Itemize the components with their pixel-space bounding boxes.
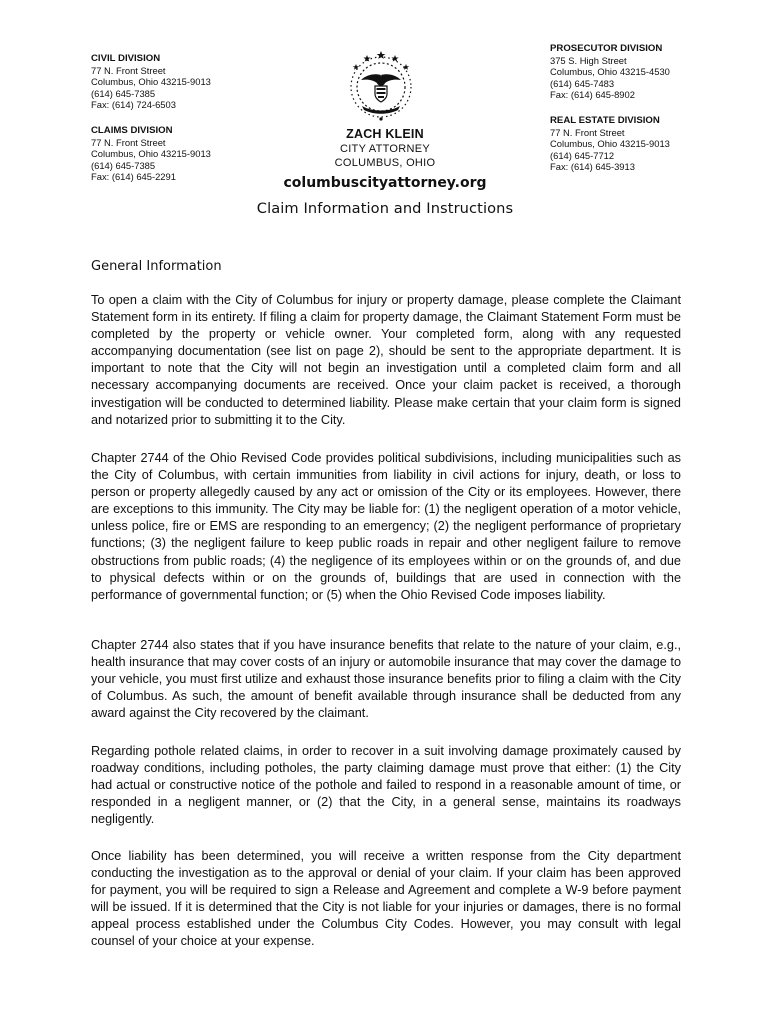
office-phone: (614) 645-7385 xyxy=(91,87,156,99)
office-city: Columbus, Ohio 43215-9013 xyxy=(91,148,211,160)
attorney-name: ZACH KLEIN xyxy=(346,127,424,141)
office-name: REAL ESTATE DIVISION xyxy=(550,115,660,126)
civil-division-address xyxy=(91,53,211,111)
website-link[interactable]: columbuscityattorney.org xyxy=(283,175,487,191)
office-fax: Fax: (614) 724-6503 xyxy=(91,99,176,111)
office-fax: Fax: (614) 645-2291 xyxy=(91,171,176,183)
office-name: CIVIL DIVISION xyxy=(91,53,161,64)
prosecutor-division-address xyxy=(550,43,670,101)
office-fax: Fax: (614) 645-3913 xyxy=(550,161,635,173)
office-city: Columbus, Ohio 43215-4530 xyxy=(550,66,670,78)
section-heading: General Information xyxy=(91,259,222,274)
office-name: PROSECUTOR DIVISION xyxy=(550,43,663,54)
attorney-title: CITY ATTORNEY xyxy=(339,143,431,155)
office-phone: (614) 645-7483 xyxy=(550,77,615,89)
office-street: 375 S. High Street xyxy=(550,54,627,66)
office-street: 77 N. Front Street xyxy=(91,64,166,76)
office-name: CLAIMS DIVISION xyxy=(91,125,173,136)
real-estate-division-address xyxy=(550,115,670,173)
office-phone: (614) 645-7712 xyxy=(550,149,615,161)
document-title: Claim Information and Instructions xyxy=(256,200,514,217)
office-street: 77 N. Front Street xyxy=(550,126,625,138)
city-seal-icon xyxy=(340,48,422,126)
attorney-city: COLUMBUS, OHIO xyxy=(334,157,436,169)
office-fax: Fax: (614) 645-8902 xyxy=(550,89,635,101)
paragraph: To open a claim with the City of Columbus for injury or property damage, please complete the Claimant Statement form in its entirety. If filing a claim for property damage, the Claimant Statement Form must be completed by the property or vehicle owner. Your completed form, along with any requested accompanying documentation (see list on page 2), should be sent to the appropriate department. It is important to note that the City will not begin an investigation until a completed claim form and all necessary accompanying documents are received. Once your claim packet is received, a thorough investigation will be conducted to determined liability. Please make certain that your claim form is signed and notarized prior to submitting it to the City. xyxy=(91,293,681,427)
paragraph: Chapter 2744 also states that if you have insurance benefits that relate to the nature of your claim, e.g., health insurance that may cover costs of an injury or automobile insurance that may cover the damage to your vehicle, you must first utilize and exhaust those insurance benefits prior to filing a claim with the City of Columbus. As such, the amount of benefit available through insurance shall be deducted from any award against the City recovered by the claimant. xyxy=(91,638,681,721)
claims-division-address xyxy=(91,125,211,183)
office-city: Columbus, Ohio 43215-9013 xyxy=(91,76,211,88)
office-phone: (614) 645-7385 xyxy=(91,159,156,171)
paragraph: Regarding pothole related claims, in order to recover in a suit involving damage proximately caused by roadway conditions, including potholes, the party claiming damage must prove that either: (1) the City had actual or constructive notice of the pothole and failed to respond in a reasonable amount of time, or responded in a negligent manner, or (2) that the City, in a general sense, maintains its roadways negligently. xyxy=(91,744,681,827)
office-city: Columbus, Ohio 43215-9013 xyxy=(550,138,670,150)
paragraph: Chapter 2744 of the Ohio Revised Code provides political subdivisions, including municipalities such as the City of Columbus, with certain immunities from liability in civil actions for injury, death, or loss to person or property allegedly caused by any act or omission of the City or its employees. However, there are exceptions to this immunity. The City may be liable for: (1) the negligent operation of a motor vehicle, unless police, fire or EMS are responding to an emergency; (2) the negligent performance of proprietary functions; (3) the negligent failure to keep public roads in repair and other negligent failure to remove obstructions from public roads; (4) the negligence of its employees within or on the grounds of, and due to physical defects within or on the grounds of, buildings that are used in connection with the performance of governmental function; or (5) when the Ohio Revised Code imposes liability. xyxy=(91,451,681,602)
office-street: 77 N. Front Street xyxy=(91,136,166,148)
paragraph: Once liability has been determined, you will receive a written response from the City department conducting the investigation as to the approval or denial of your claim. If your claim has been approved for payment, you will be required to sign a Release and Agreement and complete a W-9 before payment will be issued. If it is determined that the City is not liable for your injuries or damages, there is no formal appeal process established under the Columbus City Codes. However, you may consult with legal counsel of your choice at your expense. xyxy=(91,849,681,949)
